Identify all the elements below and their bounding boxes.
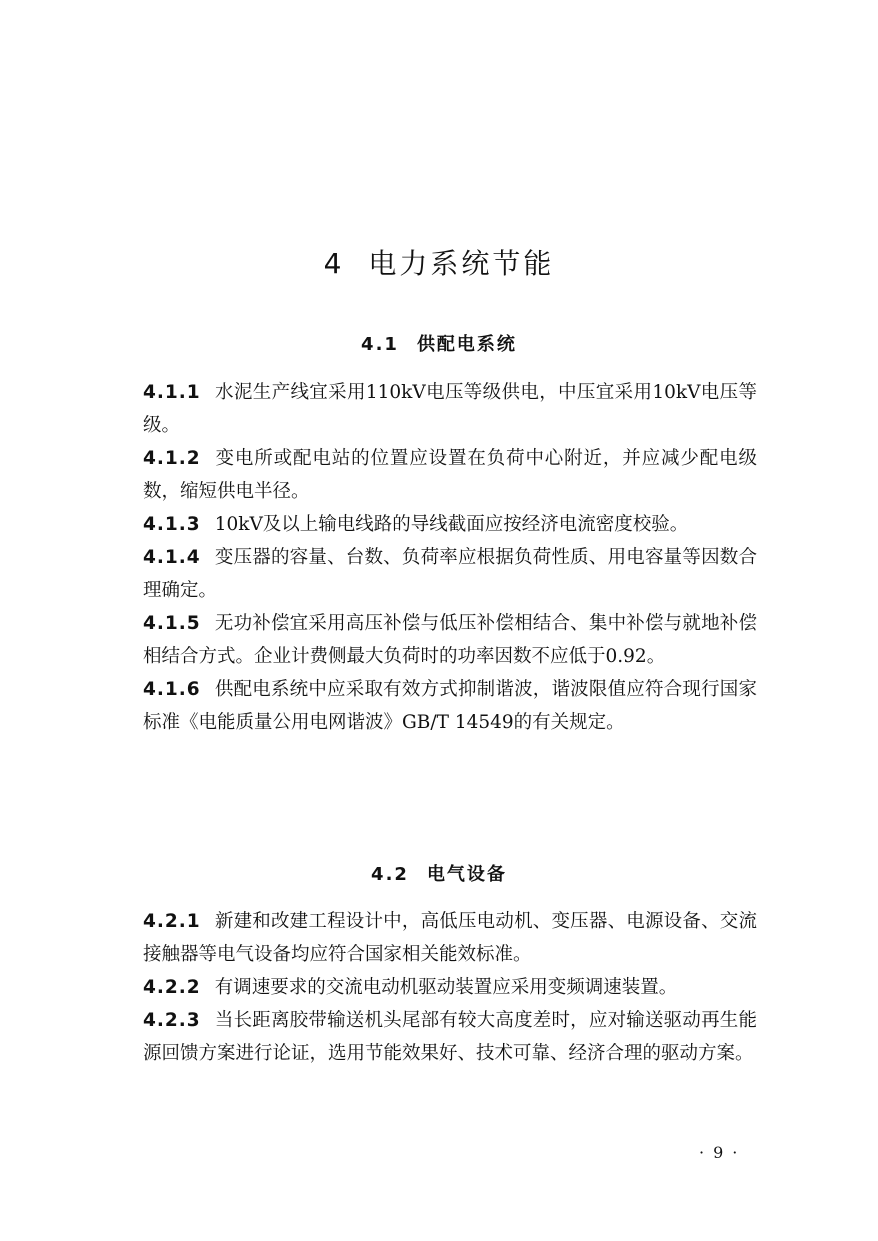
clause [143,508,757,541]
clause-text: 变电所或配电站的位置应设置在负荷中心附近，并应减少配电级数，缩短供电半径。 [143,448,757,502]
clause-number: 4.1.6 [143,679,201,700]
clause-number: 4.1.4 [143,547,201,568]
clause-text: 有调速要求的交流电动机驱动装置应采用变频调速装置。 [214,977,678,998]
clause-text: 变压器的容量、台数、负荷率应根据负荷性质、用电容量等因数合理确定。 [143,547,757,601]
section-title [0,860,878,886]
clause [143,673,757,739]
clause-number: 4.2.2 [143,977,201,998]
clause-number: 4.2.3 [143,1010,201,1031]
section-title-text: 电气设备 [426,864,507,885]
clause [143,376,757,442]
clause-number: 4.1.1 [143,382,201,403]
chapter-number: 4 [323,247,345,280]
clause-number: 4.1.2 [143,448,201,469]
clause-text: 供配电系统中应采取有效方式抑制谐波，谐波限值应符合现行国家标准《电能质量公用电网谐波》GB/T 14549的有关规定。 [143,679,757,733]
section-clauses [143,376,757,739]
clause-number: 4.2.1 [143,911,201,932]
clause-number: 4.1.5 [143,613,201,634]
section-number: 4.1 [361,334,399,355]
clause-text: 新建和改建工程设计中，高低压电动机、变压器、电源设备、交流接触器等电气设备均应符合国家相关能效标准。 [143,911,757,965]
clause [143,905,757,971]
chapter-title [0,242,878,282]
chapter-title-text: 电力系统节能 [368,247,555,280]
page-number-text: 9 [713,1143,724,1162]
clause-text: 10kV及以上输电线路的导线截面应按经济电流密度校验。 [214,514,689,535]
clause-number: 4.1.3 [143,514,201,535]
section-title [0,330,878,356]
section-number: 4.2 [371,864,409,885]
section-clauses [143,905,757,1070]
clause [143,442,757,508]
clause [143,541,757,607]
clause-text: 水泥生产线宜采用110kV电压等级供电，中压宜采用10kV电压等级。 [143,382,757,436]
section-title-text: 供配电系统 [416,334,517,355]
clause [143,607,757,673]
clause-text: 当长距离胶带输送机头尾部有较大高度差时，应对输送驱动再生能源回馈方案进行论证，选用节能效果好、技术可靠、经济合理的驱动方案。 [143,1010,757,1064]
page-number: · 9 · [699,1143,738,1162]
clause-text: 无功补偿宜采用高压补偿与低压补偿相结合、集中补偿与就地补偿相结合方式。企业计费侧最大负荷时的功率因数不应低于0.92。 [143,613,757,667]
clause [143,971,757,1004]
clause [143,1004,757,1070]
